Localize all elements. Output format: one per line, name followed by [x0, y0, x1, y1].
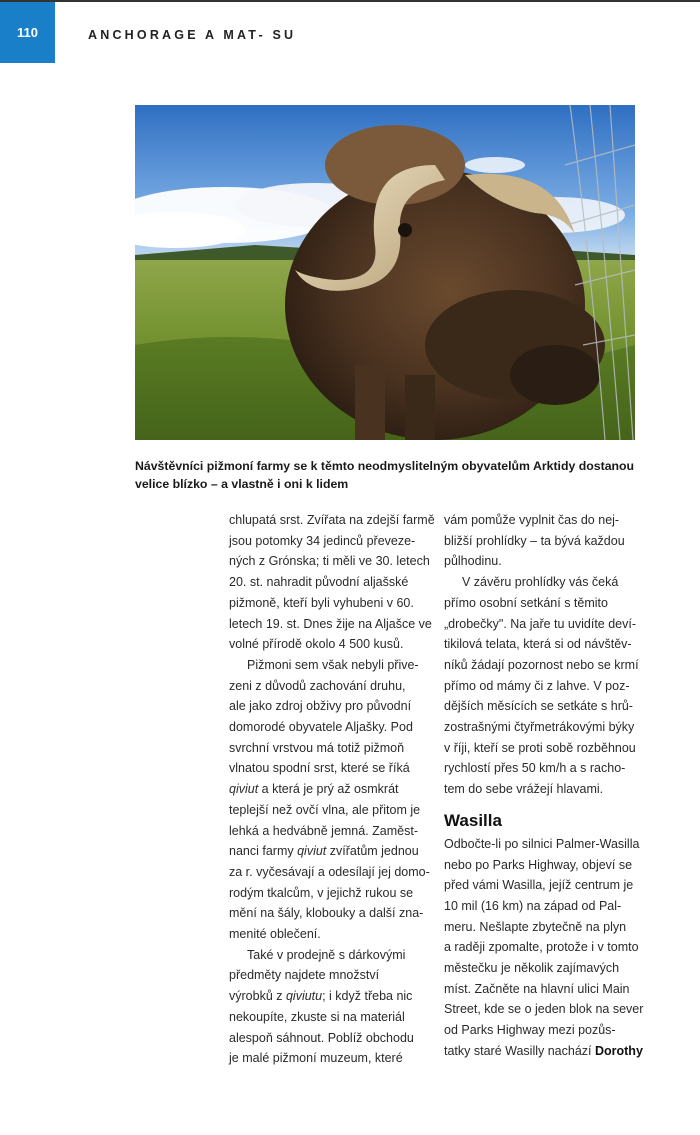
text-line [229, 841, 424, 862]
text-line: 10 mil (16 km) na západ od Pal- [444, 898, 622, 913]
bold-term: Dorothy [594, 1043, 643, 1058]
text-column-right [444, 510, 644, 1062]
text-fragment: ; i když třeba nic [322, 989, 413, 1004]
text-line: vám pomůže vyplnit čas do nej- [444, 513, 620, 527]
text-column-left [229, 510, 435, 1069]
text-line: Street, kde se o jeden blok na sever [444, 1002, 644, 1017]
text-line: jsou potomky 34 jedinců převeze- [229, 533, 416, 548]
text-line: svrchní vrstvou má totiž pižmoň [229, 740, 405, 755]
text-line: míst. Začněte na hlavní ulici Main [444, 981, 630, 996]
italic-term: qiviut [297, 844, 327, 859]
text-line: nebo po Parks Highway, objeví se [444, 857, 633, 872]
text-line: chlupatá srst. Zvířata na zdejší farmě [229, 513, 435, 527]
text-line: V závěru prohlídky vás čeká [462, 575, 619, 590]
text-fragment: a která je prý až osmkrát [258, 782, 399, 797]
caption-line: velice blízko – a vlastně i oni k lidem [135, 477, 349, 491]
text-line: přímo od mámy či z lahve. V poz- [444, 678, 630, 693]
text-line: teplejší než ovčí vlna, ale přitom je [229, 802, 421, 817]
text-line: domorodé obyvatele Aljašky. Pod [229, 720, 413, 735]
text-line: volné přírodě okolo 4 500 kusů. [229, 637, 404, 652]
italic-term: qiviutu [285, 989, 323, 1004]
text-line: níků žádají pozornost nebo se krmí [444, 657, 639, 672]
section-heading: Wasilla [444, 810, 502, 830]
text-line: dějších měsících se setkáte s hrů- [444, 699, 633, 714]
text-line: tikilová telata, která si od návštěv- [444, 637, 632, 652]
text-line: letech 19. st. Dnes žije na Aljašce ve [229, 616, 432, 631]
photo-caption [135, 457, 645, 493]
italic-term: qiviut [229, 782, 259, 797]
musk-ox-illustration [135, 105, 635, 440]
text-line: ale jako zdroj obživy pro původní [229, 699, 412, 714]
text-line: zostrašnými čtyřmetrákovými býky [444, 720, 635, 735]
text-line [229, 986, 424, 1007]
text-line: před vámi Wasilla, jejíž centrum je [444, 878, 634, 893]
text-line: menité oblečení. [229, 927, 321, 942]
text-line: nekoupíte, zkuste si na materiál [229, 1009, 405, 1024]
text-line: mění na šály, klobouky a další zna- [229, 906, 424, 921]
text-line: Odbočte-li po silnici Palmer-Wasilla [444, 836, 640, 851]
text-line: 20. st. nahradit původní aljašské [229, 575, 409, 590]
text-line: Také v prodejně s dárkovými [247, 947, 406, 962]
text-line: zeni z důvodů zachování druhu, [229, 678, 406, 693]
text-line: tem do sebe vrážejí hlavami. [444, 782, 604, 797]
text-line: přímo osobní setkání s těmito [444, 595, 608, 610]
text-line: předměty najdete množství [229, 968, 380, 983]
text-fragment: tatky staré Wasilly nachází [444, 1043, 595, 1058]
text-line: rodým tkalcům, v jejichž rukou se [229, 885, 414, 900]
text-line: a raději zpomalte, protože i v tomto [444, 940, 639, 955]
text-fragment: nanci farmy [229, 844, 298, 859]
text-line: je malé pižmoní muzeum, které [229, 1051, 403, 1066]
text-line: meru. Nešlapte zbytečně na plyn [444, 919, 627, 934]
musk-ox-photo [135, 105, 635, 440]
text-fragment: výrobků z [229, 989, 286, 1004]
caption-line: Návštěvníci pižmoní farmy se k těmto neodmyslitelným obyvatelům Arktidy dostanou [135, 459, 635, 473]
text-line: půlhodinu. [444, 554, 502, 569]
text-line: rychlostí přes 50 km/h a s racho- [444, 761, 626, 776]
text-line: Pižmoni sem však nebyli přive- [247, 657, 419, 672]
text-line: „drobečky". Na jaře tu uvidíte deví- [444, 616, 637, 631]
page-number-tab [0, 2, 55, 63]
text-line: lehká a hedvábně jemná. Zaměst- [229, 823, 418, 838]
text-line: v říji, kteří se proti sobě rozběhnou [444, 740, 636, 755]
text-line: pižmoně, kteří byli vyhubeni v 60. [229, 595, 414, 610]
running-title: ANCHORAGE A MAT- SU [88, 28, 297, 42]
text-line: od Parks Highway mezi pozůs- [444, 1023, 616, 1038]
text-line [229, 779, 424, 800]
text-fragment: zvířatům jednou [326, 844, 419, 859]
text-line: ných z Grónska; ti měli ve 30. letech [229, 554, 430, 569]
text-line: alespoň sáhnout. Poblíž obchodu [229, 1030, 414, 1045]
text-line: za r. vyčesávají a odesílají jej domo- [229, 864, 430, 879]
text-line: městečku je několik zajímavých [444, 961, 620, 976]
top-rule [0, 0, 700, 2]
page-number: 110 [17, 25, 38, 40]
text-line [444, 1041, 644, 1062]
text-line: bližší prohlídky – ta bývá každou [444, 533, 625, 548]
text-line: vlnatou spodní srst, které se říká [229, 761, 410, 776]
